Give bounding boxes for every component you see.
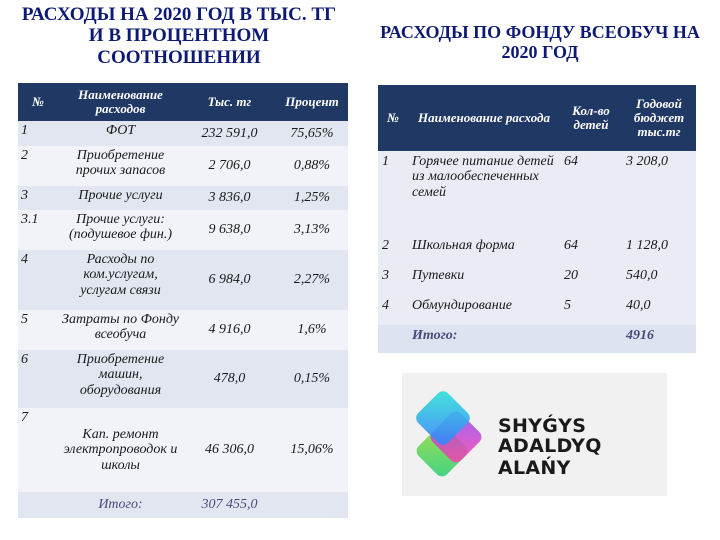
total-budget: 4916 [622, 325, 696, 353]
total-sum: 307 455,0 [183, 492, 276, 518]
row-count: 64 [560, 151, 622, 235]
table-row [18, 121, 348, 146]
total-label: Итого: [408, 325, 560, 353]
row-name: Приобретение машин, оборудования [58, 350, 183, 408]
table-row [18, 350, 348, 408]
row-num: 4 [18, 250, 58, 310]
row-num: 2 [378, 235, 408, 265]
total-label: Итого: [58, 492, 183, 518]
organization-logo [402, 373, 667, 496]
row-name: Путевки [408, 265, 560, 295]
row-num: 1 [18, 121, 58, 146]
row-sum: 3 836,0 [183, 186, 276, 210]
expenses-table [18, 83, 348, 518]
table-row [18, 408, 348, 492]
total-num [378, 325, 408, 353]
table-row [378, 295, 696, 325]
left-table-title: РАСХОДЫ НА 2020 ГОД В ТЫС. ТГ И В ПРОЦЕНТНОМ СООТНОШЕНИИ [21, 4, 337, 68]
header-num: № [378, 85, 408, 151]
row-name: ФОТ [58, 121, 183, 146]
row-num: 5 [18, 310, 58, 350]
row-count: 20 [560, 265, 622, 295]
header-num: № [18, 83, 58, 121]
row-num: 1 [378, 151, 408, 235]
right-table-title: РАСХОДЫ ПО ФОНДУ ВСЕОБУЧ НА 2020 ГОД [380, 22, 700, 63]
row-sum: 4 916,0 [183, 310, 276, 350]
table-row [378, 265, 696, 295]
row-name: Кап. ремонт электропроводок и школы [58, 408, 183, 492]
logo-text-line1: SHYǴYS [498, 415, 587, 437]
header-budget: Годовой бюджет тыс.тг [622, 85, 696, 151]
row-num: 3.1 [18, 210, 58, 250]
row-sum: 2 706,0 [183, 146, 276, 186]
row-pct: 0,15% [276, 350, 348, 408]
row-budget: 1 128,0 [622, 235, 696, 265]
row-name: Обмундирование [408, 295, 560, 325]
row-sum: 232 591,0 [183, 121, 276, 146]
table-row [18, 250, 348, 310]
row-num: 6 [18, 350, 58, 408]
row-budget: 540,0 [622, 265, 696, 295]
total-pct [276, 492, 348, 518]
logo-mark-icon [402, 373, 492, 496]
table-row [18, 186, 348, 210]
row-num: 4 [378, 295, 408, 325]
row-sum: 9 638,0 [183, 210, 276, 250]
row-sum: 46 306,0 [183, 408, 276, 492]
table-row [18, 210, 348, 250]
row-name: Прочие услуги [58, 186, 183, 210]
table-row [378, 235, 696, 265]
row-name: Школьная форма [408, 235, 560, 265]
row-pct: 0,88% [276, 146, 348, 186]
row-num: 3 [378, 265, 408, 295]
row-pct: 1,25% [276, 186, 348, 210]
table-row [378, 151, 696, 235]
row-budget: 40,0 [622, 295, 696, 325]
row-name: Прочие услуги: (подушевое фин.) [58, 210, 183, 250]
row-pct: 2,27% [276, 250, 348, 310]
total-count [560, 325, 622, 353]
row-budget: 3 208,0 [622, 151, 696, 235]
header-pct: Процент [276, 83, 348, 121]
table-row [18, 146, 348, 186]
row-count: 64 [560, 235, 622, 265]
logo-text-line2: ADALDYQ ALAŃY [498, 435, 602, 479]
header-name: Наименование расхода [408, 85, 560, 151]
header-sum: Тыс. тг [183, 83, 276, 121]
fund-header-row [378, 85, 696, 151]
row-name: Расходы по ком.услугам, услугам связи [58, 250, 183, 310]
total-num [18, 492, 58, 518]
row-name: Приобретение прочих запасов [58, 146, 183, 186]
total-row [18, 492, 348, 518]
row-count: 5 [560, 295, 622, 325]
header-name: Наименование расходов [58, 83, 183, 121]
header-count: Кол-во детей [560, 85, 622, 151]
row-pct: 1,6% [276, 310, 348, 350]
row-num: 7 [18, 408, 58, 492]
fund-table [378, 85, 696, 353]
row-sum: 478,0 [183, 350, 276, 408]
total-row [378, 325, 696, 353]
row-pct: 15,06% [276, 408, 348, 492]
expenses-header-row [18, 83, 348, 121]
row-num: 2 [18, 146, 58, 186]
row-sum: 6 984,0 [183, 250, 276, 310]
row-name: Затраты по Фонду всеобуча [58, 310, 183, 350]
row-name: Горячее питание детей из малообеспеченных семей [408, 151, 560, 235]
table-row [18, 310, 348, 350]
row-num: 3 [18, 186, 58, 210]
row-pct: 3,13% [276, 210, 348, 250]
row-pct: 75,65% [276, 121, 348, 146]
